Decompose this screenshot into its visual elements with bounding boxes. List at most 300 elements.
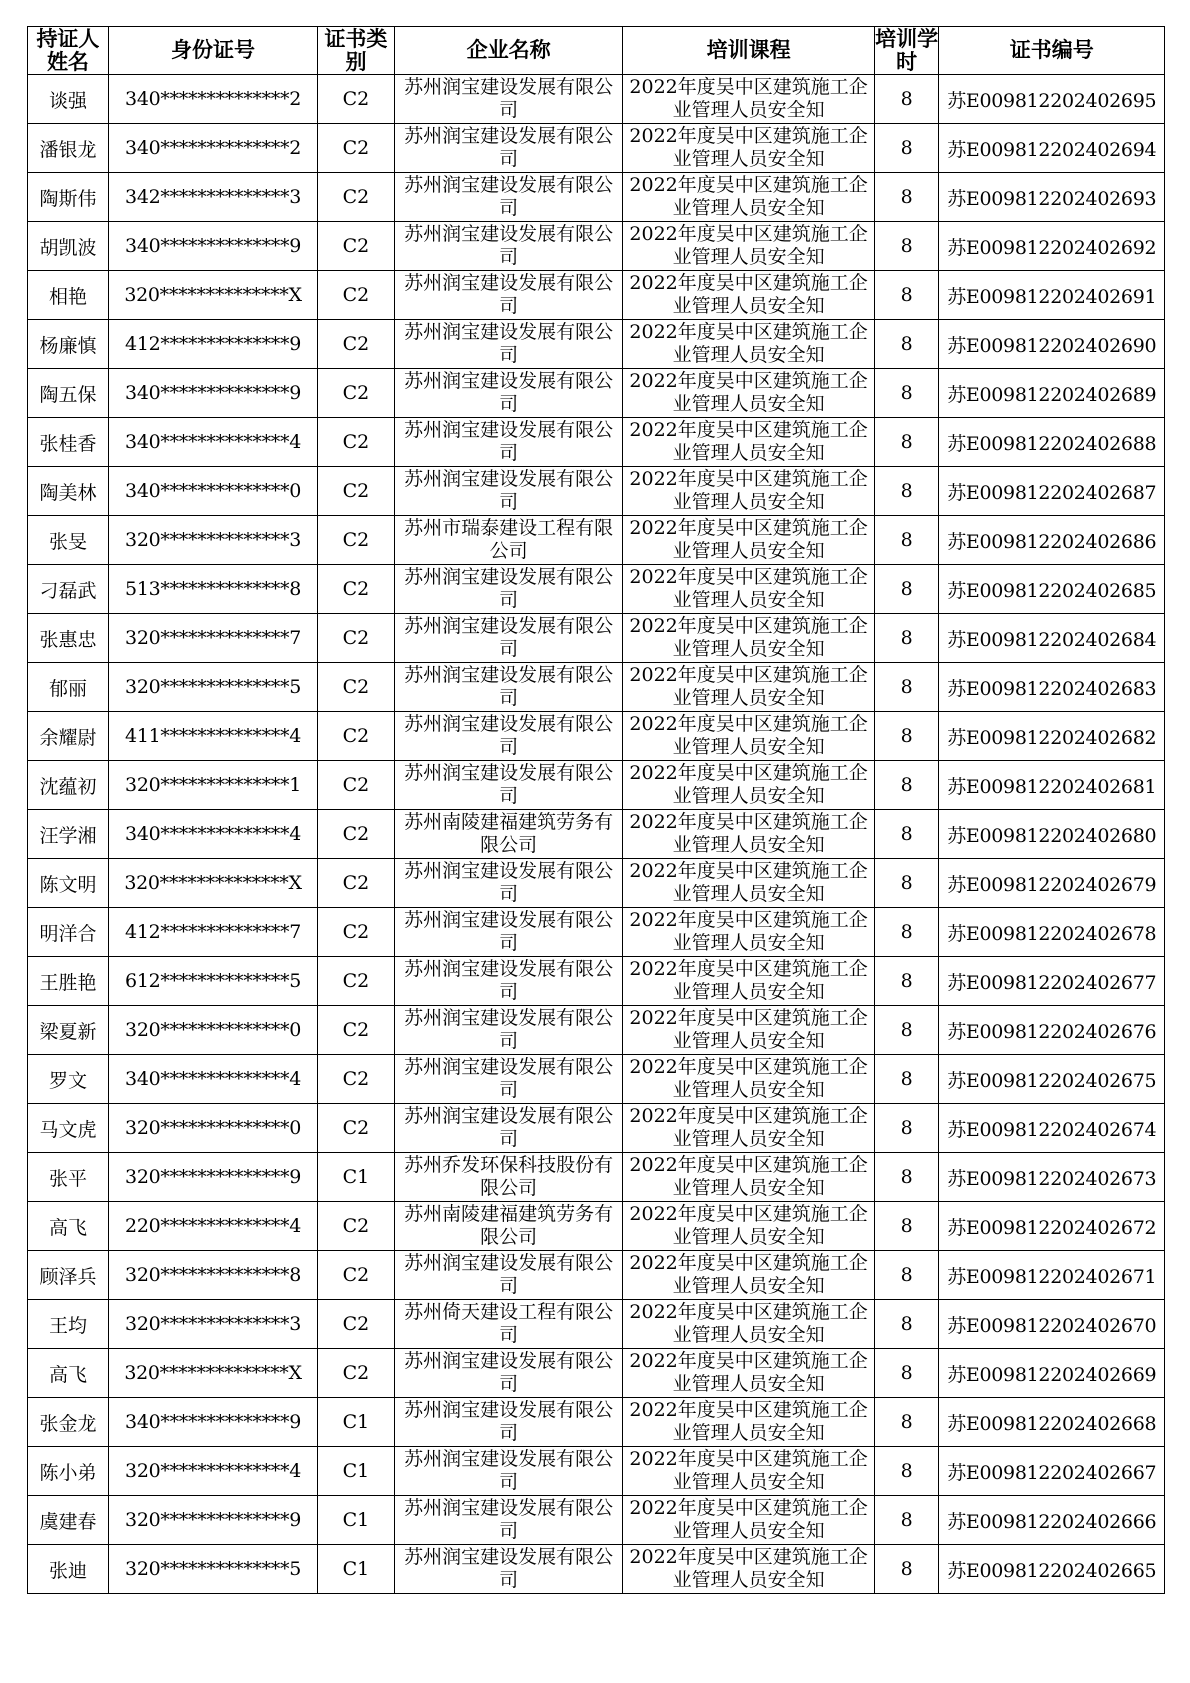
id-number-cell: 320**************8 [108,1251,317,1300]
header-cert-number: 证书编号 [939,27,1165,75]
training-course-cell [623,1398,874,1447]
table-row [28,810,1165,859]
company-name-cell [394,1398,623,1447]
cert-number-cell: 苏E009812202402670 [939,1300,1165,1349]
training-course-cell-text: 2022年度吴中区建筑施工企业管理人员安全知 [629,811,868,856]
cert-number-cell: 苏E009812202402688 [939,418,1165,467]
training-course-cell [623,1104,874,1153]
holder-name-cell: 高飞 [28,1349,109,1398]
training-course-cell [623,1496,874,1545]
cert-type-cell: C2 [318,271,395,320]
training-course-cell-text: 2022年度吴中区建筑施工企业管理人员安全知 [629,321,868,366]
company-name-cell [394,1006,623,1055]
cert-type-cell: C2 [318,173,395,222]
cert-type-cell: C2 [318,1104,395,1153]
training-hours-cell: 8 [874,173,939,222]
cert-type-cell: C2 [318,712,395,761]
holder-name-cell: 高飞 [28,1202,109,1251]
company-name-cell-text: 苏州润宝建设发展有限公司 [404,1056,614,1101]
cert-type-cell: C2 [318,369,395,418]
training-hours-cell: 8 [874,1398,939,1447]
company-name-cell [394,1202,623,1251]
training-course-cell [623,75,874,124]
company-name-cell-text: 苏州南陵建福建筑劳务有限公司 [404,1203,614,1248]
company-name-cell-text: 苏州润宝建设发展有限公司 [404,468,614,513]
cert-type-cell: C1 [318,1153,395,1202]
id-number-cell: 612**************5 [108,957,317,1006]
cert-type-cell: C2 [318,1349,395,1398]
training-hours-cell: 8 [874,614,939,663]
training-course-cell-text: 2022年度吴中区建筑施工企业管理人员安全知 [629,566,868,611]
cert-number-cell: 苏E009812202402693 [939,173,1165,222]
cert-number-cell: 苏E009812202402687 [939,467,1165,516]
company-name-cell-text: 苏州润宝建设发展有限公司 [404,958,614,1003]
training-hours-cell: 8 [874,712,939,761]
header-training-hours: 培训学时 [875,26,939,74]
training-hours-cell: 8 [874,1251,939,1300]
company-name-cell [394,1104,623,1153]
training-course-cell-text: 2022年度吴中区建筑施工企业管理人员安全知 [629,517,868,562]
training-course-cell [623,320,874,369]
company-name-cell-text: 苏州润宝建设发展有限公司 [404,1546,614,1591]
company-name-cell-text: 苏州润宝建设发展有限公司 [404,1497,614,1542]
table-row [28,516,1165,565]
company-name-cell [394,614,623,663]
id-number-cell: 320**************3 [108,516,317,565]
holder-name-cell: 郁丽 [28,663,109,712]
company-name-cell-text: 苏州润宝建设发展有限公司 [404,566,614,611]
table-row [28,124,1165,173]
company-name-cell [394,1349,623,1398]
cert-type-cell: C2 [318,957,395,1006]
cert-number-cell: 苏E009812202402695 [939,75,1165,124]
header-cert-type: 证书类别 [318,27,395,75]
table-row [28,1202,1165,1251]
training-course-cell-text: 2022年度吴中区建筑施工企业管理人员安全知 [629,174,868,219]
training-course-cell-text: 2022年度吴中区建筑施工企业管理人员安全知 [629,909,868,954]
id-number-cell: 340**************9 [108,222,317,271]
holder-name-cell: 陈文明 [28,859,109,908]
id-number-cell: 320**************X [108,271,317,320]
table-row [28,1300,1165,1349]
company-name-cell [394,369,623,418]
cert-type-cell: C2 [318,614,395,663]
training-course-cell [623,418,874,467]
training-course-cell-text: 2022年度吴中区建筑施工企业管理人员安全知 [629,76,868,121]
id-number-cell: 513**************8 [108,565,317,614]
table-row [28,761,1165,810]
holder-name-cell: 张平 [28,1153,109,1202]
table-row [28,1055,1165,1104]
table-row [28,1398,1165,1447]
id-number-cell: 342**************3 [108,173,317,222]
training-course-cell [623,957,874,1006]
cert-number-cell: 苏E009812202402682 [939,712,1165,761]
company-name-cell-text: 苏州乔发环保科技股份有限公司 [404,1154,614,1199]
company-name-cell [394,565,623,614]
table-row [28,173,1165,222]
cert-type-cell: C1 [318,1496,395,1545]
training-course-cell [623,614,874,663]
company-name-cell [394,320,623,369]
training-course-cell [623,124,874,173]
cert-type-cell: C1 [318,1398,395,1447]
training-course-cell [623,565,874,614]
training-hours-cell: 8 [874,1202,939,1251]
training-course-cell-text: 2022年度吴中区建筑施工企业管理人员安全知 [629,1301,868,1346]
company-name-cell [394,1447,623,1496]
table-row [28,1349,1165,1398]
training-course-cell-text: 2022年度吴中区建筑施工企业管理人员安全知 [629,370,868,415]
table-row [28,418,1165,467]
holder-name-cell: 罗文 [28,1055,109,1104]
table-row [28,614,1165,663]
company-name-cell [394,222,623,271]
holder-name-cell: 陶斯伟 [28,173,109,222]
cert-type-cell: C2 [318,859,395,908]
cert-number-cell: 苏E009812202402692 [939,222,1165,271]
holder-name-cell: 陈小弟 [28,1447,109,1496]
cert-number-cell: 苏E009812202402677 [939,957,1165,1006]
table-row [28,908,1165,957]
training-course-cell [623,810,874,859]
company-name-cell [394,467,623,516]
training-hours-cell: 8 [874,271,939,320]
cert-number-cell: 苏E009812202402674 [939,1104,1165,1153]
training-course-cell [623,712,874,761]
holder-name-cell: 余耀尉 [28,712,109,761]
training-hours-cell: 8 [874,467,939,516]
training-course-cell [623,1447,874,1496]
id-number-cell: 320**************1 [108,761,317,810]
cert-number-cell: 苏E009812202402665 [939,1545,1165,1594]
training-hours-cell: 8 [874,516,939,565]
training-hours-cell: 8 [874,75,939,124]
company-name-cell-text: 苏州润宝建设发展有限公司 [404,762,614,807]
training-course-cell [623,1055,874,1104]
cert-number-cell: 苏E009812202402681 [939,761,1165,810]
company-name-cell [394,957,623,1006]
company-name-cell [394,712,623,761]
training-course-cell-text: 2022年度吴中区建筑施工企业管理人员安全知 [629,1056,868,1101]
company-name-cell [394,1545,623,1594]
id-number-cell: 320**************4 [108,1447,317,1496]
training-hours-cell: 8 [874,1545,939,1594]
table-row [28,565,1165,614]
id-number-cell: 340**************4 [108,1055,317,1104]
company-name-cell-text: 苏州南陵建福建筑劳务有限公司 [404,811,614,856]
company-name-cell-text: 苏州润宝建设发展有限公司 [404,125,614,170]
company-name-cell-text: 苏州润宝建设发展有限公司 [404,615,614,660]
table-header [28,27,1165,75]
holder-name-cell: 沈蕴初 [28,761,109,810]
cert-type-cell: C2 [318,222,395,271]
company-name-cell [394,418,623,467]
header-training-course: 培训课程 [623,27,874,75]
table-row [28,1153,1165,1202]
training-hours-cell: 8 [874,222,939,271]
cert-number-cell: 苏E009812202402667 [939,1447,1165,1496]
table-row [28,467,1165,516]
training-hours-cell: 8 [874,369,939,418]
table-row [28,222,1165,271]
cert-type-cell: C2 [318,467,395,516]
company-name-cell-text: 苏州润宝建设发展有限公司 [404,1105,614,1150]
holder-name-cell: 王均 [28,1300,109,1349]
company-name-cell-text: 苏州润宝建设发展有限公司 [404,272,614,317]
company-name-cell-text: 苏州润宝建设发展有限公司 [404,909,614,954]
holder-name-cell: 梁夏新 [28,1006,109,1055]
training-hours-cell: 8 [874,957,939,1006]
holder-name-cell: 马文虎 [28,1104,109,1153]
cert-number-cell: 苏E009812202402676 [939,1006,1165,1055]
header-row [28,27,1165,75]
holder-name-cell: 王胜艳 [28,957,109,1006]
company-name-cell [394,859,623,908]
cert-type-cell: C2 [318,1006,395,1055]
training-hours-cell: 8 [874,1104,939,1153]
training-course-cell-text: 2022年度吴中区建筑施工企业管理人员安全知 [629,1546,868,1591]
table-row [28,712,1165,761]
cert-number-cell: 苏E009812202402675 [939,1055,1165,1104]
holder-name-cell: 张金龙 [28,1398,109,1447]
holder-name-cell: 虞建春 [28,1496,109,1545]
holder-name-cell: 谈强 [28,75,109,124]
company-name-cell-text: 苏州润宝建设发展有限公司 [404,1448,614,1493]
training-hours-cell: 8 [874,663,939,712]
cert-number-cell: 苏E009812202402672 [939,1202,1165,1251]
cert-number-cell: 苏E009812202402685 [939,565,1165,614]
header-holder-name: 持证人姓名 [28,27,109,75]
training-course-cell [623,1251,874,1300]
training-course-cell-text: 2022年度吴中区建筑施工企业管理人员安全知 [629,223,868,268]
company-name-cell-text: 苏州润宝建设发展有限公司 [404,370,614,415]
table-row [28,1006,1165,1055]
company-name-cell [394,516,623,565]
training-hours-cell: 8 [874,810,939,859]
company-name-cell-text: 苏州倚天建设工程有限公司 [404,1301,614,1346]
company-name-cell-text: 苏州润宝建设发展有限公司 [404,223,614,268]
training-course-cell-text: 2022年度吴中区建筑施工企业管理人员安全知 [629,1203,868,1248]
training-course-cell [623,1349,874,1398]
cert-number-cell: 苏E009812202402683 [939,663,1165,712]
training-hours-cell: 8 [874,1447,939,1496]
training-hours-cell: 8 [874,320,939,369]
training-course-cell-text: 2022年度吴中区建筑施工企业管理人员安全知 [629,1448,868,1493]
training-course-cell [623,467,874,516]
company-name-cell-text: 苏州润宝建设发展有限公司 [404,860,614,905]
company-name-cell-text: 苏州润宝建设发展有限公司 [404,1350,614,1395]
id-number-cell: 320**************0 [108,1006,317,1055]
training-course-cell-text: 2022年度吴中区建筑施工企业管理人员安全知 [629,615,868,660]
training-course-cell-text: 2022年度吴中区建筑施工企业管理人员安全知 [629,1105,868,1150]
company-name-cell [394,75,623,124]
id-number-cell: 220**************4 [108,1202,317,1251]
holder-name-cell: 张旻 [28,516,109,565]
holder-name-cell: 张桂香 [28,418,109,467]
training-course-cell-text: 2022年度吴中区建筑施工企业管理人员安全知 [629,1350,868,1395]
table-row [28,859,1165,908]
id-number-cell: 320**************5 [108,663,317,712]
company-name-cell [394,271,623,320]
document-page [27,26,1165,1594]
training-course-cell [623,516,874,565]
table-row [28,320,1165,369]
training-course-cell-text: 2022年度吴中区建筑施工企业管理人员安全知 [629,1154,868,1199]
table-row [28,75,1165,124]
cert-number-cell: 苏E009812202402680 [939,810,1165,859]
cert-type-cell: C2 [318,663,395,712]
training-hours-cell: 8 [874,1006,939,1055]
training-hours-cell: 8 [874,565,939,614]
id-number-cell: 340**************4 [108,418,317,467]
company-name-cell-text: 苏州市瑞泰建设工程有限公司 [404,517,614,562]
holder-name-cell: 陶五保 [28,369,109,418]
cert-type-cell: C2 [318,75,395,124]
training-course-cell-text: 2022年度吴中区建筑施工企业管理人员安全知 [629,272,868,317]
table-row [28,1447,1165,1496]
table-row [28,663,1165,712]
company-name-cell [394,124,623,173]
training-course-cell [623,271,874,320]
cert-type-cell: C1 [318,1447,395,1496]
company-name-cell [394,1055,623,1104]
cert-number-cell: 苏E009812202402684 [939,614,1165,663]
training-course-cell-text: 2022年度吴中区建筑施工企业管理人员安全知 [629,125,868,170]
header-id-number: 身份证号 [108,27,317,75]
company-name-cell [394,810,623,859]
cert-number-cell: 苏E009812202402668 [939,1398,1165,1447]
id-number-cell: 320**************3 [108,1300,317,1349]
table-row [28,957,1165,1006]
id-number-cell: 320**************7 [108,614,317,663]
table-body [28,75,1165,1594]
company-name-cell [394,1251,623,1300]
cert-number-cell: 苏E009812202402678 [939,908,1165,957]
cert-type-cell: C1 [318,1545,395,1594]
training-course-cell [623,369,874,418]
cert-type-cell: C2 [318,418,395,467]
training-course-cell-text: 2022年度吴中区建筑施工企业管理人员安全知 [629,1399,868,1444]
training-course-cell [623,173,874,222]
training-course-cell [623,222,874,271]
training-course-cell-text: 2022年度吴中区建筑施工企业管理人员安全知 [629,958,868,1003]
company-name-cell-text: 苏州润宝建设发展有限公司 [404,1252,614,1297]
training-course-cell-text: 2022年度吴中区建筑施工企业管理人员安全知 [629,860,868,905]
cert-number-cell: 苏E009812202402671 [939,1251,1165,1300]
training-course-cell-text: 2022年度吴中区建筑施工企业管理人员安全知 [629,1497,868,1542]
training-hours-cell: 8 [874,1153,939,1202]
header-company-name: 企业名称 [394,27,623,75]
company-name-cell-text: 苏州润宝建设发展有限公司 [404,419,614,464]
company-name-cell-text: 苏州润宝建设发展有限公司 [404,1399,614,1444]
company-name-cell [394,173,623,222]
cert-number-cell: 苏E009812202402689 [939,369,1165,418]
company-name-cell-text: 苏州润宝建设发展有限公司 [404,1007,614,1052]
training-course-cell [623,761,874,810]
cert-type-cell: C2 [318,1202,395,1251]
id-number-cell: 340**************2 [108,124,317,173]
cert-type-cell: C2 [318,1251,395,1300]
training-course-cell-text: 2022年度吴中区建筑施工企业管理人员安全知 [629,664,868,709]
cert-number-cell: 苏E009812202402691 [939,271,1165,320]
training-hours-cell: 8 [874,908,939,957]
training-course-cell [623,1545,874,1594]
holder-name-cell: 刁磊武 [28,565,109,614]
holder-name-cell: 顾泽兵 [28,1251,109,1300]
training-course-cell [623,908,874,957]
training-hours-cell: 8 [874,859,939,908]
id-number-cell: 320**************9 [108,1153,317,1202]
training-course-cell [623,1006,874,1055]
cert-type-cell: C2 [318,565,395,614]
training-course-cell-text: 2022年度吴中区建筑施工企业管理人员安全知 [629,419,868,464]
holder-name-cell: 汪学湘 [28,810,109,859]
id-number-cell: 320**************0 [108,1104,317,1153]
company-name-cell-text: 苏州润宝建设发展有限公司 [404,76,614,121]
id-number-cell: 340**************4 [108,810,317,859]
holder-name-cell: 潘银龙 [28,124,109,173]
table-row [28,1545,1165,1594]
cert-number-cell: 苏E009812202402690 [939,320,1165,369]
table-row [28,369,1165,418]
training-hours-cell: 8 [874,1055,939,1104]
table-row [28,271,1165,320]
training-course-cell [623,1202,874,1251]
company-name-cell-text: 苏州润宝建设发展有限公司 [404,321,614,366]
id-number-cell: 340**************0 [108,467,317,516]
cert-type-cell: C2 [318,810,395,859]
company-name-cell [394,663,623,712]
company-name-cell [394,1300,623,1349]
company-name-cell [394,1496,623,1545]
id-number-cell: 340**************9 [108,369,317,418]
cert-type-cell: C2 [318,1300,395,1349]
cert-number-cell: 苏E009812202402666 [939,1496,1165,1545]
training-course-cell [623,1153,874,1202]
cert-number-cell: 苏E009812202402679 [939,859,1165,908]
training-course-cell-text: 2022年度吴中区建筑施工企业管理人员安全知 [629,1252,868,1297]
holder-name-cell: 相艳 [28,271,109,320]
training-hours-cell: 8 [874,1300,939,1349]
cert-type-cell: C2 [318,1055,395,1104]
training-course-cell-text: 2022年度吴中区建筑施工企业管理人员安全知 [629,468,868,513]
training-course-cell [623,663,874,712]
training-course-cell-text: 2022年度吴中区建筑施工企业管理人员安全知 [629,713,868,758]
holder-name-cell: 杨廉慎 [28,320,109,369]
company-name-cell-text: 苏州润宝建设发展有限公司 [404,664,614,709]
training-hours-cell: 8 [874,1349,939,1398]
cert-number-cell: 苏E009812202402686 [939,516,1165,565]
id-number-cell: 412**************7 [108,908,317,957]
table-row [28,1104,1165,1153]
table-row [28,1251,1165,1300]
holder-name-cell: 明洋合 [28,908,109,957]
cert-type-cell: C2 [318,516,395,565]
holder-name-cell: 张惠忠 [28,614,109,663]
id-number-cell: 340**************9 [108,1398,317,1447]
certificate-table [27,26,1165,1594]
holder-name-cell: 张迪 [28,1545,109,1594]
training-hours-cell: 8 [874,761,939,810]
training-hours-cell: 8 [874,1496,939,1545]
training-course-cell-text: 2022年度吴中区建筑施工企业管理人员安全知 [629,1007,868,1052]
table-row [28,1496,1165,1545]
id-number-cell: 320**************5 [108,1545,317,1594]
id-number-cell: 320**************X [108,859,317,908]
training-hours-cell: 8 [874,418,939,467]
cert-number-cell: 苏E009812202402673 [939,1153,1165,1202]
